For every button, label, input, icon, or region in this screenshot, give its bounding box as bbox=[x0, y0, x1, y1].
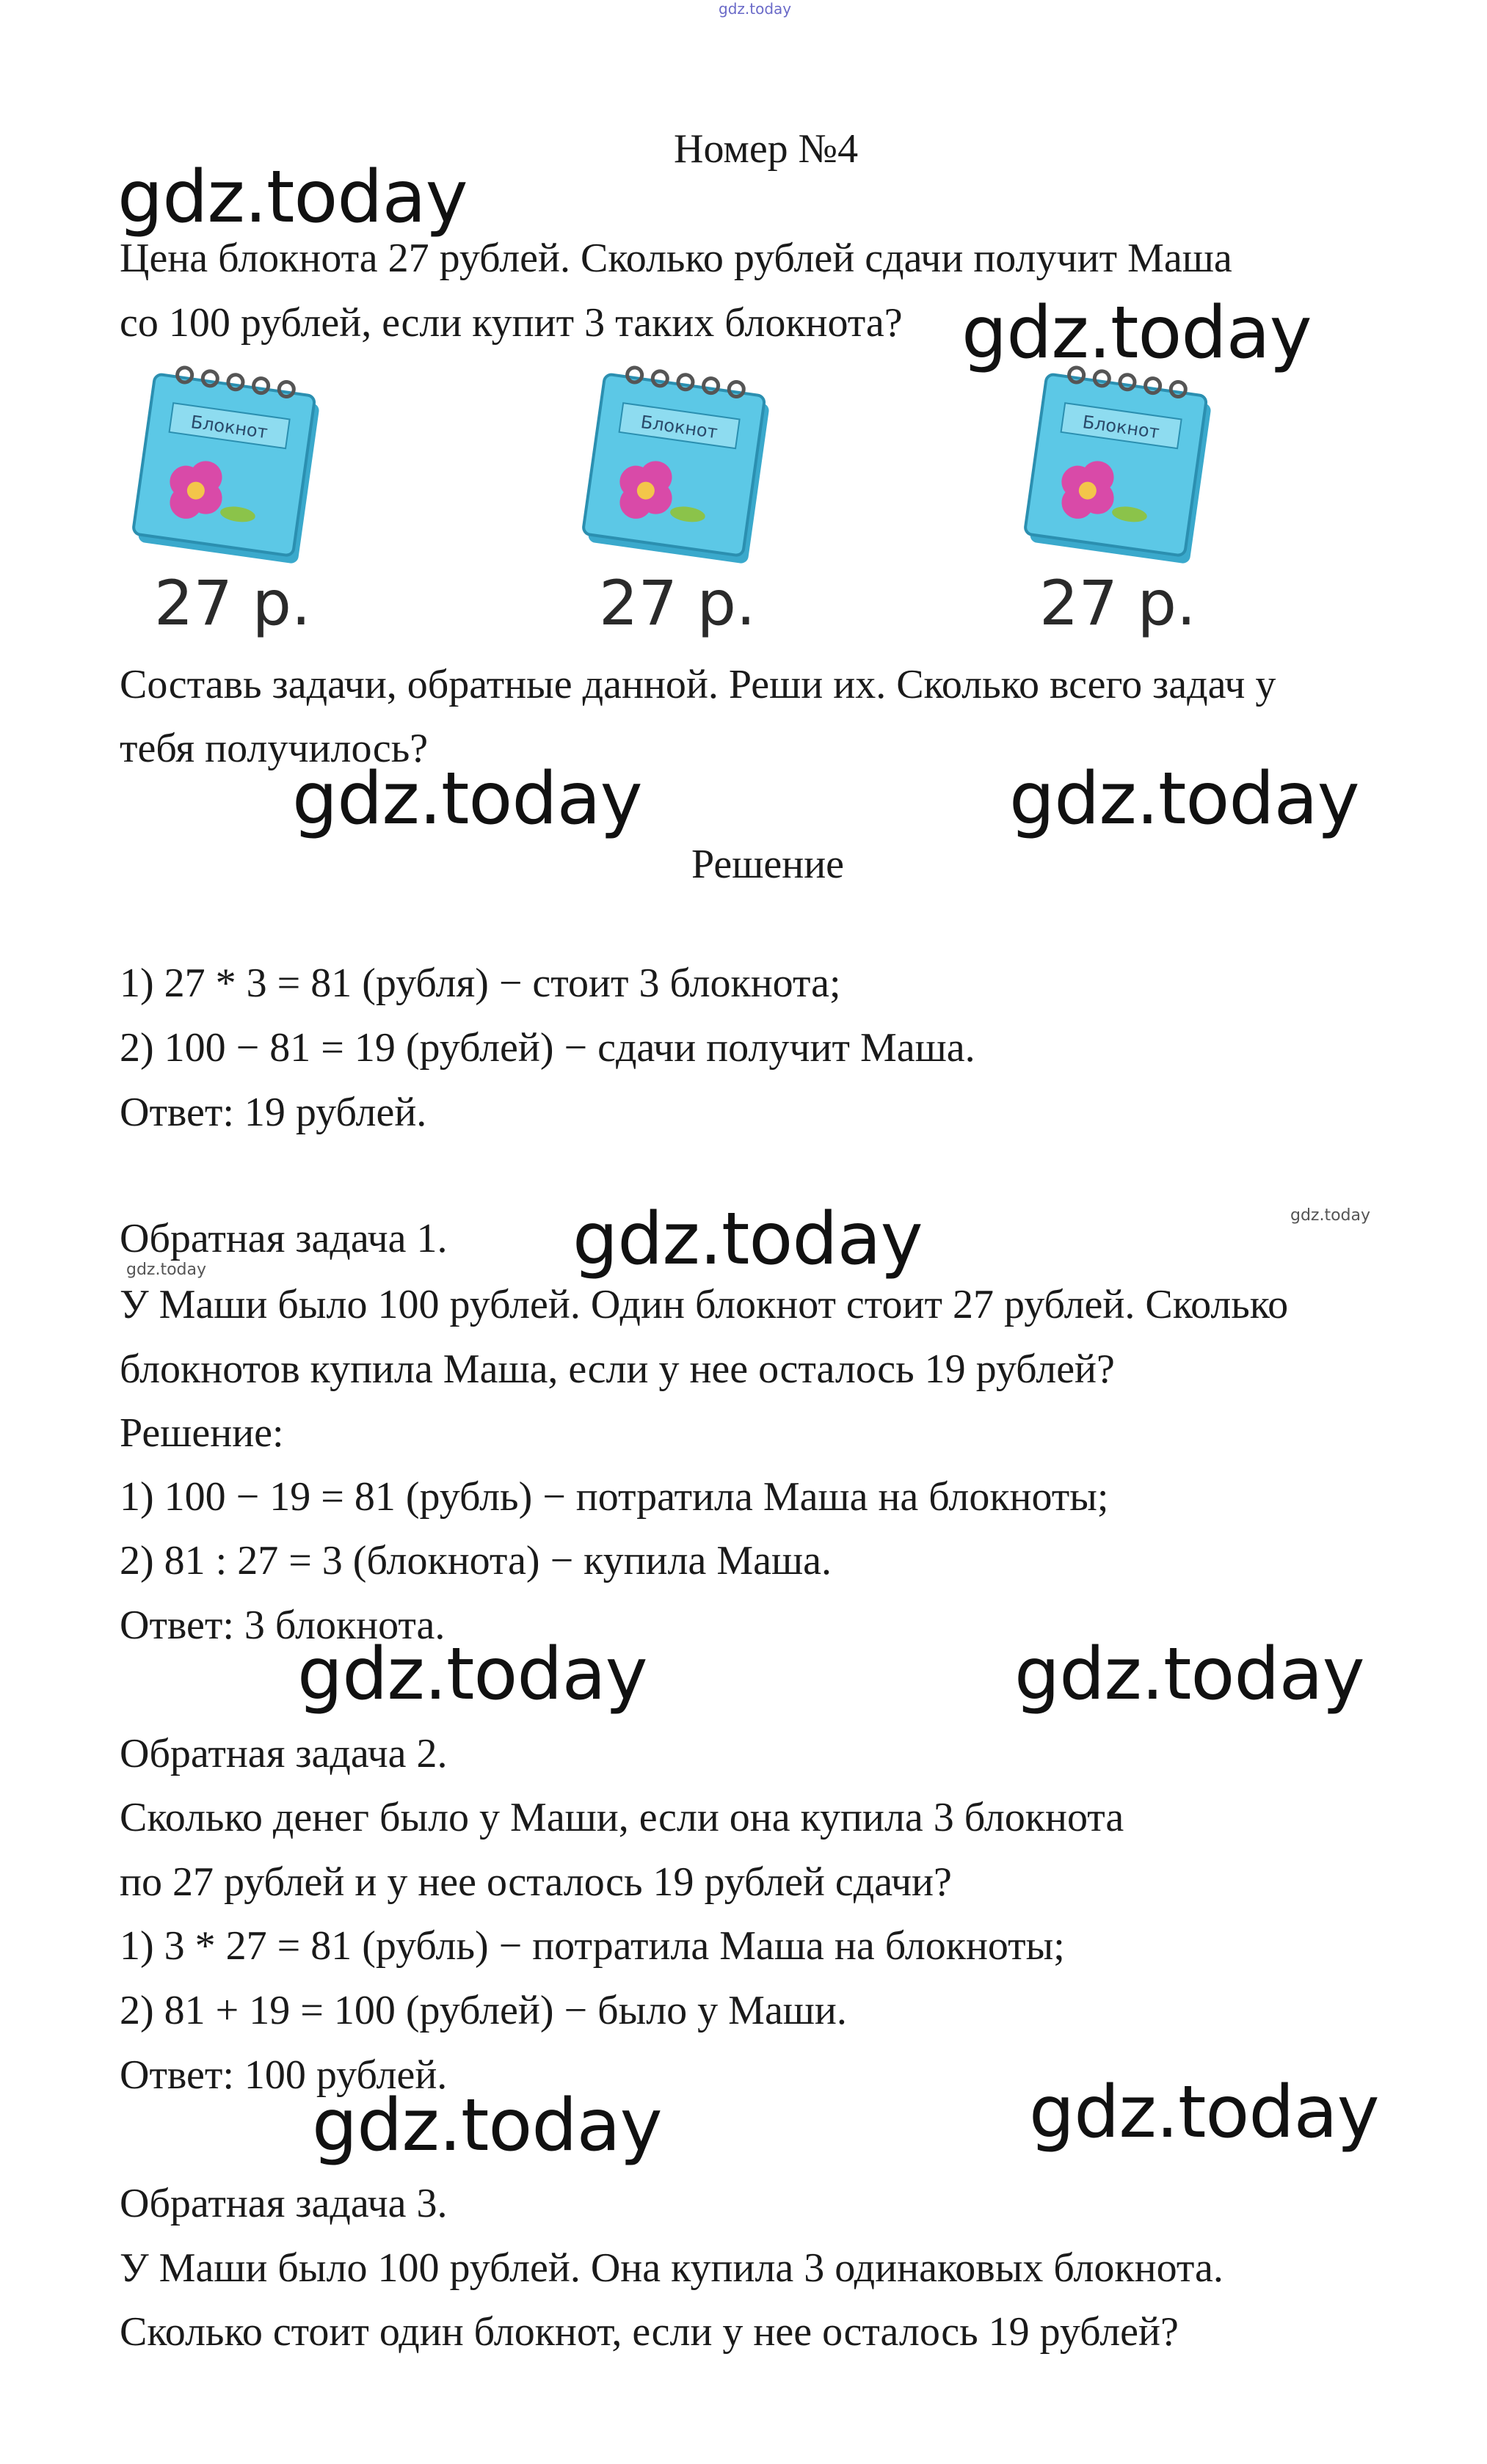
notebook-cover-label: Блокнот bbox=[1081, 411, 1161, 443]
price-label-1: 27 р. bbox=[154, 567, 311, 639]
instruction-line-2: тебя получилось? bbox=[120, 726, 429, 771]
instruction-line-1: Составь задачи, обратные данной. Реши их. Сколько всего задач у bbox=[120, 662, 1276, 707]
watermark-2: gdz.today bbox=[961, 291, 1312, 375]
notebook-cover-label: Блокнот bbox=[189, 411, 269, 443]
inverse-1-step-1: 1) 100 − 19 = 81 (рубль) − потратила Маша на блокноты; bbox=[120, 1474, 1109, 1520]
inverse-1-line-2: блокнотов купила Маша, если у нее осталось 19 рублей? bbox=[120, 1346, 1115, 1392]
inverse-2-step-1: 1) 3 * 27 = 81 (рубль) − потратила Маша на блокноты; bbox=[120, 1923, 1065, 1969]
inverse-1-heading: Обратная задача 1. bbox=[120, 1216, 448, 1261]
watermark-3: gdz.today bbox=[292, 757, 642, 841]
inverse-3-line-1: У Маши было 100 рублей. Она купила 3 одинаковых блокнота. bbox=[120, 2245, 1224, 2291]
solution-step-2: 2) 100 − 81 = 19 (рублей) − сдачи получит Маша. bbox=[120, 1025, 975, 1071]
solution-answer: Ответ: 19 рублей. bbox=[120, 1090, 427, 1135]
inverse-1-answer: Ответ: 3 блокнота. bbox=[120, 1603, 446, 1648]
page-title: Номер №4 bbox=[674, 126, 859, 172]
inverse-3-line-2: Сколько стоит один блокнот, если у нее осталось 19 рублей? bbox=[120, 2309, 1179, 2355]
watermark-small-left: gdz.today bbox=[126, 1261, 207, 1279]
task-line-1: Цена блокнота 27 рублей. Сколько рублей сдачи получит Маша bbox=[120, 236, 1232, 281]
notebook-cover-label: Блокнот bbox=[639, 411, 719, 443]
watermark-4: gdz.today bbox=[1009, 757, 1359, 841]
inverse-1-line-1: У Маши было 100 рублей. Один блокнот стоит 27 рублей. Сколько bbox=[120, 1282, 1289, 1327]
watermark-1: gdz.today bbox=[117, 156, 468, 239]
watermark-top: gdz.today bbox=[719, 0, 792, 18]
watermark-6: gdz.today bbox=[297, 1633, 647, 1716]
task-line-2: со 100 рублей, если купит 3 таких блокнота? bbox=[120, 300, 903, 346]
inverse-2-heading: Обратная задача 2. bbox=[120, 1731, 448, 1776]
inverse-2-answer: Ответ: 100 рублей. bbox=[120, 2052, 448, 2098]
inverse-1-step-2: 2) 81 : 27 = 3 (блокнота) − купила Маша. bbox=[120, 1538, 832, 1583]
watermark-small-right: gdz.today bbox=[1290, 1206, 1371, 1225]
inverse-1-solution-label: Решение: bbox=[120, 1410, 284, 1456]
price-label-3: 27 р. bbox=[1039, 567, 1196, 639]
watermark-9: gdz.today bbox=[1029, 2071, 1379, 2154]
watermark-5: gdz.today bbox=[572, 1198, 923, 1281]
notebook-illustration-2 bbox=[571, 363, 791, 639]
inverse-2-step-2: 2) 81 + 19 = 100 (рублей) − было у Маши. bbox=[120, 1988, 847, 2033]
notebook-illustration-1 bbox=[121, 363, 341, 639]
watermark-8: gdz.today bbox=[312, 2084, 662, 2168]
watermark-7: gdz.today bbox=[1014, 1633, 1364, 1716]
solution-step-1: 1) 27 * 3 = 81 (рубля) − стоит 3 блокнота; bbox=[120, 961, 841, 1006]
solution-heading: Решение bbox=[691, 842, 845, 887]
notebook-illustration-3 bbox=[1013, 363, 1233, 639]
inverse-2-line-2: по 27 рублей и у нее осталось 19 рублей сдачи? bbox=[120, 1859, 952, 1905]
inverse-3-heading: Обратная задача 3. bbox=[120, 2181, 448, 2226]
inverse-2-line-1: Сколько денег было у Маши, если она купила 3 блокнота bbox=[120, 1795, 1124, 1840]
price-label-2: 27 р. bbox=[599, 567, 756, 639]
